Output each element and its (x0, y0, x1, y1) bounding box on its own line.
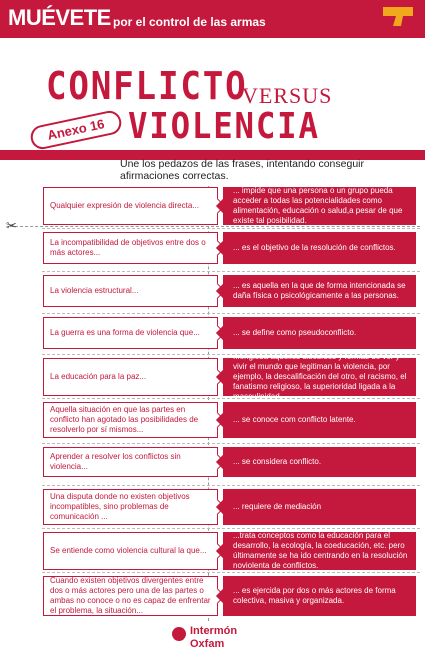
horizontal-cut-line (10, 226, 420, 227)
phrase-end-6: ... se conoce com conflicto latente. (223, 402, 416, 438)
row-separator (42, 485, 420, 486)
row-separator (42, 313, 420, 314)
phrase-start-4: La guerra es una forma de violencia que... (43, 317, 218, 349)
phrase-start-7: Aprender a resolver los conflictos sin violencia... (43, 447, 218, 477)
hero-title-violencia: VIOLENCIA (128, 106, 320, 147)
phrase-end-5: ...engloba aquellos discursos y formas de ver y vivir el mundo que legitiman la violencia, por ejemplo, la descalificación del otro, el racismo, el fanatismo religioso, la superioridad ligada a la masculinidad (223, 358, 416, 396)
annex-label: Anexo 16 (46, 116, 106, 143)
phrase-start-8: Una disputa donde no existen objetivos incompatibles, sino problemas de comunicación ... (43, 489, 218, 525)
intermon-oxfam-logo (172, 625, 252, 655)
phrase-end-10: ... es ejercida por dos o más actores de forma colectiva, masiva y organizada. (223, 576, 416, 616)
top-banner (0, 0, 425, 38)
row-separator (42, 528, 420, 529)
logo-line2: Oxfam (190, 638, 225, 650)
phrase-end-7: ... se considera conflicto. (223, 447, 416, 477)
row-separator (42, 572, 420, 573)
phrase-end-1: ... impide que una persona o un grupo pueda acceder a todas las potencialidades como alimentación, educación o salud,a pesar de que existe tal posibilidad. (223, 187, 416, 225)
phrase-end-9: ...trata conceptos como la educación para el desarrollo, la ecología, la coeducación, etc. pero últimamente se ha ido centrando en la resolución noviolenta de conflictos. (223, 532, 416, 570)
hero-title-conflicto: CONFLICTO (46, 64, 248, 108)
row-separator (42, 443, 420, 444)
phrase-start-9: Se entiende como violencia cultural la que... (43, 532, 218, 570)
logo-mark-icon (172, 627, 186, 641)
phrase-start-6: Aquella situación en que las partes en conflicto han agotado las posibilidades de resolverlo por sí mismos... (43, 402, 218, 438)
phrase-end-4: ... se define como pseudoconflicto. (223, 317, 416, 349)
phrase-end-8: ... requiere de mediación (223, 489, 416, 525)
row-separator (42, 228, 420, 229)
row-separator (42, 354, 420, 355)
row-separator (42, 271, 420, 272)
phrase-start-5: La educación para la paz... (43, 358, 218, 396)
phrase-start-10: Cuando existen objetivos divergentes entre dos o más actores pero una de las partes o ambas no conoce o no es capaz de enfrentar el problema, la situación... (43, 576, 218, 616)
brand-subtitle: por el control de las armas (113, 15, 266, 29)
brand-title: MUÉVETE (8, 5, 111, 30)
gun-icon (381, 4, 415, 28)
logo-line1: Intermón (190, 625, 238, 637)
phrase-end-2: ... es el objetivo de la resolución de conflictos. (223, 232, 416, 264)
row-separator (42, 398, 420, 399)
hero-versus: VERSUS (242, 83, 333, 108)
scissors-icon: ✂ (6, 218, 17, 233)
phrase-start-3: La violencia estructural... (43, 275, 218, 307)
phrase-start-1: Qualquier expresión de violencia directa... (43, 187, 218, 225)
phrase-end-3: ... es aquella en la que de forma intencionada se daña física o psicológicamente a las personas. (223, 275, 416, 307)
phrase-start-2: La incompatibilidad de objetivos entre dos o más actores... (43, 232, 218, 264)
instructions-text: Une los pedazos de las frases, intentando conseguir afirmaciones correctas. (120, 158, 364, 182)
